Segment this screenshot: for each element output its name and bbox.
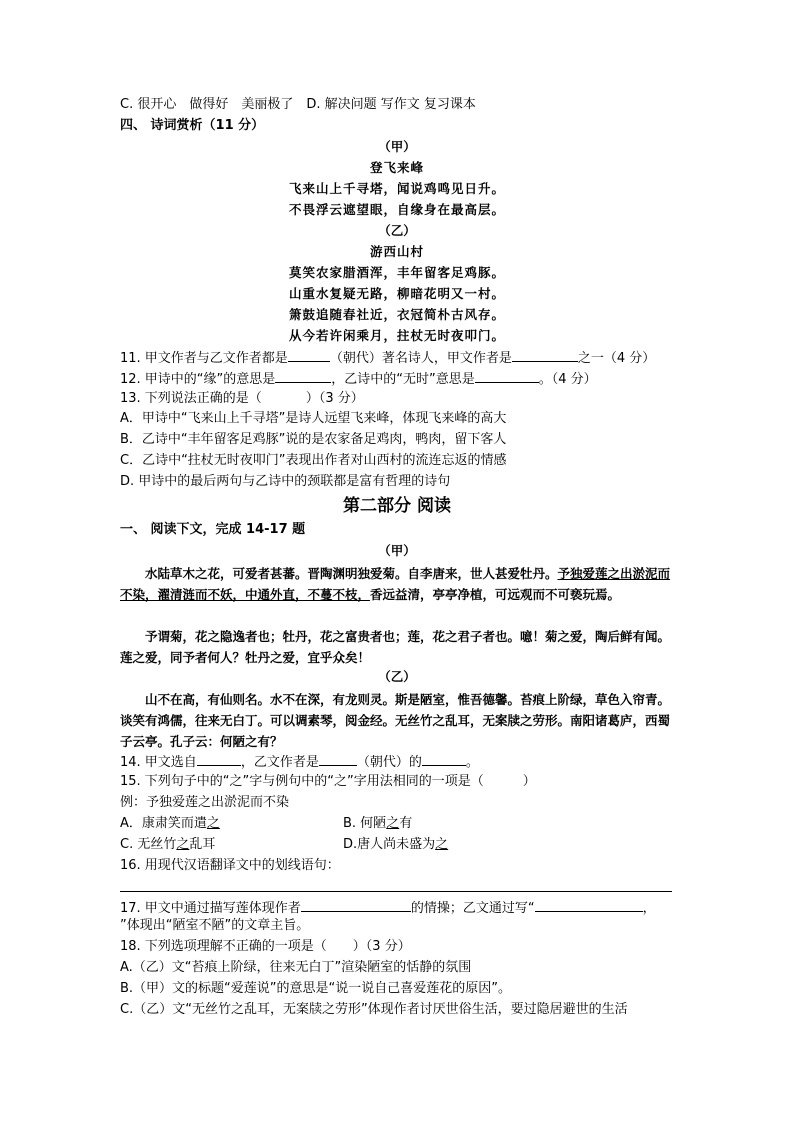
- q15-option-d: [343, 836, 448, 854]
- q11-blank-author[interactable]: [512, 348, 578, 362]
- poem-b-title: 游西山村: [369, 244, 424, 259]
- q14-text-d: 。: [465, 755, 479, 770]
- q15-option-d-text: D.唐人尚未盛为: [343, 837, 436, 852]
- poem-a-marker: （甲）: [378, 139, 416, 154]
- q18-option-b: B.（甲）文的标题“爱莲说”的意思是“说一说自己喜爱莲花的原因”。: [120, 981, 511, 996]
- q14-blank-dynasty[interactable]: [319, 752, 357, 766]
- q17-blank-sentiment[interactable]: [301, 898, 411, 912]
- q15-option-d-underlined: 之: [435, 837, 449, 852]
- question-15-stem: 15. 下列句子中的“之”字与例句中的“之”字用法相同的一项是（ ）: [120, 774, 536, 789]
- q17-text-a: 17. 甲文中通过描写莲体现作者: [120, 901, 301, 916]
- poem-a-line: 飞来山上千寻塔，闻说鸡鸣见日升。: [288, 181, 505, 196]
- question-17: [120, 898, 656, 918]
- prose-a-paragraph-2: 予谓菊，花之隐逸者也；牡丹，花之富贵者也；莲，花之君子者也。噫！菊之爱，陶后鲜有闻。莲之爱，同予者何人？牡丹之爱，宜乎众矣！: [120, 629, 671, 665]
- q11-text-c: 之一（4 分）: [577, 351, 656, 366]
- q17-text-c: ，: [642, 901, 656, 916]
- q15-option-b-text: B. 何陋: [343, 816, 387, 831]
- prose-a-underlined-sentence: 予独爱莲之出淤泥而不染，濯清涟而不妖，中通外直，不蔓不枝，: [120, 566, 671, 602]
- part2-title: 第二部分 阅读: [343, 496, 451, 516]
- q14-text-c: （朝代）的: [356, 755, 422, 770]
- q13-option-d: D. 甲诗中的最后两句与乙诗中的颈联都是富有哲理的诗句: [120, 474, 451, 489]
- question-15-example: 例：予独爱莲之出淤泥而不染: [120, 795, 290, 810]
- q13-option-c: C．乙诗中“拄杖无时夜叩门”表现出作者对山西村的流连忘返的情感: [120, 453, 507, 468]
- q12-blank-1[interactable]: [275, 369, 331, 383]
- q12-text-c: 。（4 分）: [538, 372, 597, 387]
- poem-b-line: 箫鼓追随春社近，衣冠简朴古风存。: [288, 307, 505, 322]
- question-12: [120, 369, 597, 389]
- section1-title: 一、 阅读下文，完成 14-17 题: [120, 522, 306, 537]
- q13-stem-a: 13. 下列说法正确的是（: [120, 391, 262, 406]
- q15-option-c: [120, 836, 215, 854]
- question-16: 16. 用现代汉语翻译文中的划线语句：: [120, 858, 340, 873]
- q15-option-b-underlined: 之: [386, 816, 400, 831]
- poem-b-line: 山重水复疑无路，柳暗花明又一村。: [288, 286, 505, 301]
- q13-option-b: B．乙诗中“丰年留客足鸡豚”说的是农家备足鸡肉，鸭肉，留下客人: [120, 432, 507, 447]
- q17-blank-quote[interactable]: [535, 898, 643, 912]
- q13-stem-b: ）（3 分）: [305, 391, 364, 406]
- poem-a-title: 登飞来峰: [369, 160, 424, 175]
- question-18-stem: 18. 下列选项理解不正确的一项是（ ）（3 分）: [120, 939, 411, 954]
- q15-option-b: [343, 815, 412, 833]
- prose-a-marker: （甲）: [378, 543, 416, 558]
- q15-option-a-text: A．康肃笑而遣: [120, 816, 207, 831]
- prose-b-marker: （乙）: [378, 669, 416, 684]
- q12-text-a: 12. 甲诗中的“缘”的意思是: [120, 372, 276, 387]
- poem-b-marker: （乙）: [378, 223, 416, 238]
- q15-option-a: [120, 815, 220, 833]
- prose-a-text: 香远益清，亭亭净植，可远观而不可亵玩焉。: [370, 587, 621, 602]
- q11-text-a: 11. 甲文作者与乙文作者都是: [120, 351, 288, 366]
- q18-option-a: A.（乙）文“苔痕上阶绿，往来无白丁”渲染陋室的恬静的氛围: [120, 960, 472, 975]
- q18-option-c: C.（乙）文“无丝竹之乱耳，无案牍之劳形”体现作者讨厌世俗生活，要过隐居避世的生活: [120, 1002, 628, 1017]
- q12-blank-2[interactable]: [475, 369, 539, 383]
- q14-text-b: ，乙文作者是: [240, 755, 319, 770]
- prose-a-text: 水陆草木之花，可爱者甚蕃。晋陶渊明独爱菊。自李唐来，世人甚爱牡丹。: [145, 566, 558, 581]
- prose-a-paragraph-1: [120, 563, 672, 605]
- q12-text-b: ，乙诗中的“无时”意思是: [331, 372, 475, 387]
- q15-option-c-text-post: 乱耳: [189, 837, 216, 852]
- q11-text-b: （朝代）著名诗人，甲文作者是: [329, 351, 512, 366]
- q14-blank-source[interactable]: [197, 752, 241, 766]
- q15-option-b-text-post: 有: [399, 816, 413, 831]
- q17-text-b: 的情操；乙文通过写“: [410, 901, 535, 916]
- question-17-cont: ”体现出“陋室不陋”的文章主旨。: [120, 918, 310, 933]
- question-11: [120, 348, 655, 368]
- poem-b-line: 从今若许闲乘月，拄杖无时夜叩门。: [288, 328, 505, 343]
- q14-blank-author[interactable]: [422, 752, 466, 766]
- prose-b-paragraph: 山不在高，有仙则名。水不在深，有龙则灵。斯是陋室，惟吾德馨。苔痕上阶绿，草色入帘青。谈笑有鸿儒，往来无白丁。可以调素琴，阅金经。无丝竹之乱耳，无案牍之劳形。南阳诸葛庐，西蜀子云亭。孔子云：何陋之有？: [120, 692, 671, 749]
- q14-text-a: 14. 甲文选自: [120, 755, 197, 770]
- section4-title: 四、 诗词赏析（11 分）: [120, 118, 265, 133]
- question-14: [120, 752, 479, 772]
- poem-a-line: 不畏浮云遮望眼，自缘身在最高层。: [288, 202, 505, 217]
- q15-option-c-underlined: 之: [176, 837, 190, 852]
- q11-blank-dynasty[interactable]: [288, 348, 330, 362]
- poem-b-line: 莫笑农家腊酒浑，丰年留客足鸡豚。: [288, 265, 505, 280]
- q13-option-a: A．甲诗中“飞来山上千寻塔”是诗人远望飞来峰，体现飞来峰的高大: [120, 411, 507, 426]
- q15-option-c-text: C. 无丝竹: [120, 837, 177, 852]
- q15-option-a-underlined: 之: [206, 816, 220, 831]
- q13-answer-space[interactable]: [262, 389, 306, 402]
- option-c-d-line: C. 很开心 做得好 美丽极了 D. 解决问题 写作文 复习课本: [120, 97, 476, 112]
- q16-answer-line[interactable]: [120, 891, 672, 892]
- question-13-stem: [120, 389, 364, 408]
